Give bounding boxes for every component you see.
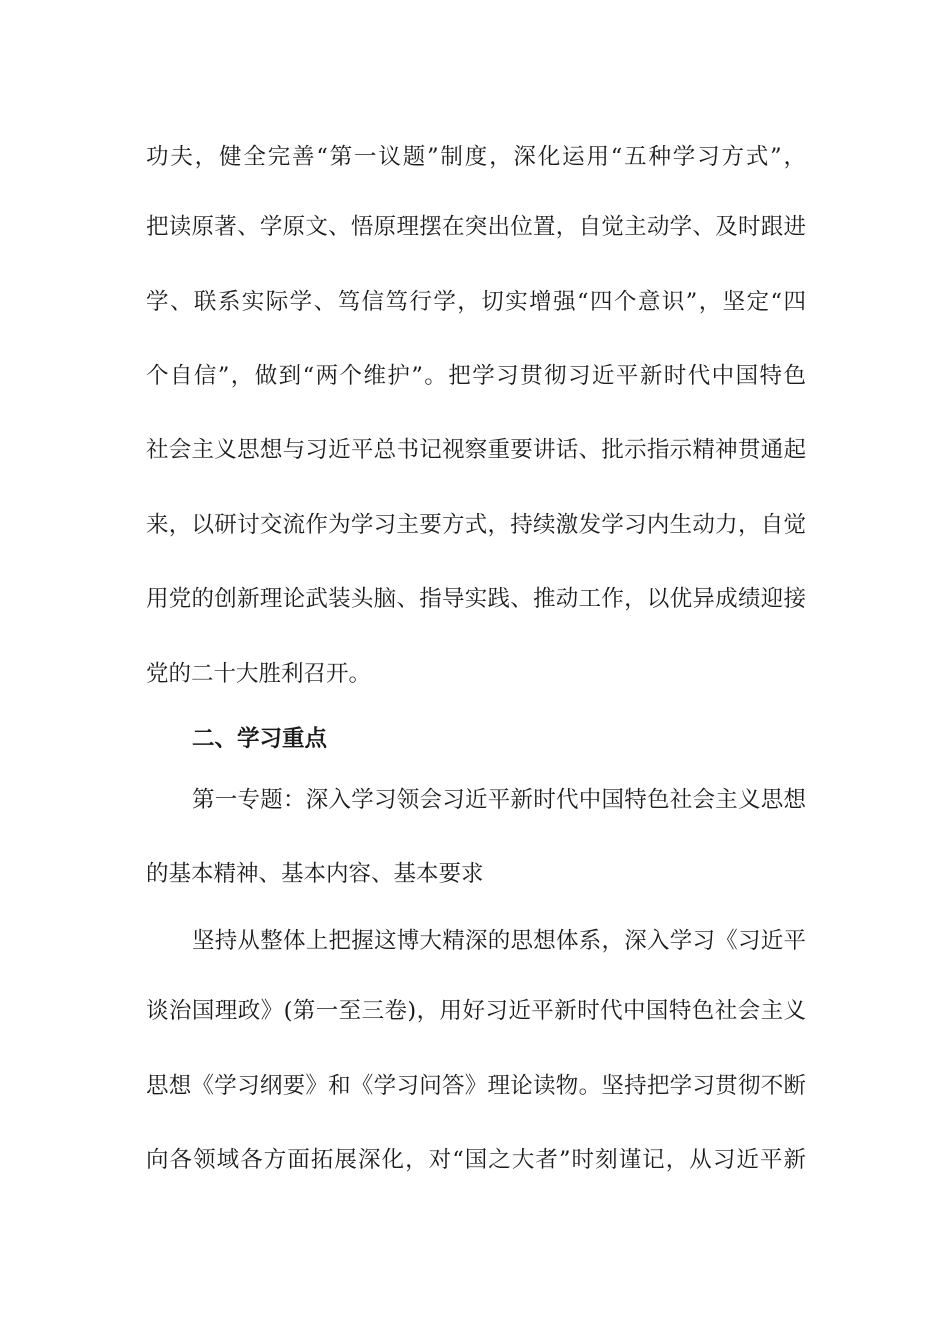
paragraph-line: 个自信”，做到“两个维护”。把学习贯彻习近平新时代中国特色 xyxy=(146,363,806,389)
body-line: 向各领域各方面拓展深化，对“国之大者”时刻谨记，从习近平新 xyxy=(146,1147,806,1173)
paragraph-line: 学、联系实际学、笃信笃行学，切实增强“四个意识”，坚定“四 xyxy=(146,289,806,315)
paragraph-line: 用党的创新理论武装头脑、指导实践、推动工作，以优异成绩迎接 xyxy=(146,586,806,612)
paragraph-line: 社会主义思想与习近平总书记视察重要讲话、批示指示精神贯通起 xyxy=(146,437,806,463)
body-line: 谈治国理政》(第一至三卷)，用好习近平新时代中国特色社会主义 xyxy=(146,998,806,1024)
paragraph-line: 来，以研讨交流作为学习主要方式，持续激发学习内生动力，自觉 xyxy=(146,512,806,538)
paragraph-line: 功夫，健全完善“第一议题”制度，深化运用“五种学习方式”， xyxy=(146,144,806,170)
topic-line: 的基本精神、基本内容、基本要求 xyxy=(146,861,484,887)
body-line: 思想《学习纲要》和《学习问答》理论读物。坚持把学习贯彻不断 xyxy=(146,1073,806,1099)
paragraph-line: 党的二十大胜利召开。 xyxy=(146,661,372,687)
topic-line: 第一专题：深入学习领会习近平新时代中国特色社会主义思想 xyxy=(192,787,806,813)
section-heading: 二、学习重点 xyxy=(192,726,328,752)
paragraph-line: 把读原著、学原文、悟原理摆在突出位置，自觉主动学、及时跟进 xyxy=(146,214,806,240)
body-line: 坚持从整体上把握这博大精深的思想体系，深入学习《习近平 xyxy=(192,928,806,954)
